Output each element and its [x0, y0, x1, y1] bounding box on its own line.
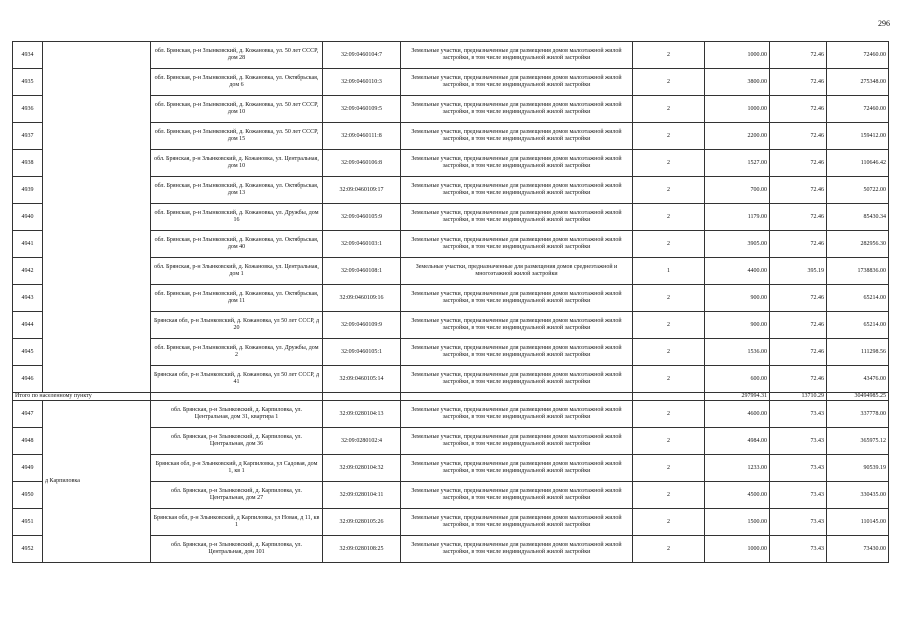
land-use-cell: Земельные участки, предназначенные для размещения домов малоэтажной жилой застройки, в том числе индивидуальной жилой застройки: [401, 366, 633, 393]
cadastral-number-cell: 32:09:0280108:25: [323, 536, 401, 563]
category-cell: 2: [633, 204, 705, 231]
category-cell: 2: [633, 42, 705, 69]
rate-cell: 72.46: [770, 96, 827, 123]
row-number: 4943: [13, 285, 43, 312]
address-cell: обл. Брянская, р-н Злынковский, д. Кожановка, ул. Октябрьская, дом 40: [151, 231, 323, 258]
area-cell: 1000.00: [705, 536, 770, 563]
address-cell: обл. Брянская, р-н Злынковский, д. Кожановка, ул. Дружбы, дом 16: [151, 204, 323, 231]
cadastral-value-cell: 111298.56: [827, 339, 889, 366]
cadastral-number-cell: 32:09:0460105:9: [323, 204, 401, 231]
land-use-cell: Земельные участки, предназначенные для размещения домов малоэтажной жилой застройки, в том числе индивидуальной жилой застройки: [401, 177, 633, 204]
cadastral-number-cell: 32:09:0460106:8: [323, 150, 401, 177]
area-cell: 1233.00: [705, 455, 770, 482]
rate-cell: 72.46: [770, 123, 827, 150]
address-cell: обл. Брянская, р-н Злынковский, д. Кожановка, ул. Октябрьская, дом 11: [151, 285, 323, 312]
cadastral-value-cell: 1738836.00: [827, 258, 889, 285]
area-cell: 700.00: [705, 177, 770, 204]
area-cell: 900.00: [705, 312, 770, 339]
total-rate: 13710.29: [770, 393, 827, 401]
address-cell: обл. Брянская, р-н Злынковский, д. Кожановка, ул. 50 лет СССР, дом 15: [151, 123, 323, 150]
cadastral-value-cell: 65214.00: [827, 312, 889, 339]
area-cell: 4400.00: [705, 258, 770, 285]
land-use-cell: Земельные участки, предназначенные для размещения домов малоэтажной жилой застройки, в том числе индивидуальной жилой застройки: [401, 509, 633, 536]
land-use-cell: Земельные участки, предназначенные для размещения домов малоэтажной жилой застройки, в том числе индивидуальной жилой застройки: [401, 69, 633, 96]
rate-cell: 72.46: [770, 312, 827, 339]
cadastral-value-cell: 72460.00: [827, 96, 889, 123]
cadastral-number-cell: 32:09:0280105:26: [323, 509, 401, 536]
address-cell: Брянская обл, р-н Злынковский, д. Кожановка, ул 50 лет СССР, д 41: [151, 366, 323, 393]
category-cell: 2: [633, 339, 705, 366]
section-karpilovka: [13, 401, 889, 563]
area-cell: 1536.00: [705, 339, 770, 366]
cadastral-number-cell: 32:09:0280104:32: [323, 455, 401, 482]
land-use-cell: Земельные участки, предназначенные для размещения домов малоэтажной жилой застройки, в том числе индивидуальной жилой застройки: [401, 455, 633, 482]
section-kozhanovka: [13, 42, 889, 393]
address-cell: Брянская обл, р-н Злынковский, д. Кожановка, ул 50 лет СССР, д 20: [151, 312, 323, 339]
total-area: 297994.31: [705, 393, 770, 401]
address-cell: обл. Брянская, р-н Злынковский, д. Кожановка, ул. Центральная, дом 1: [151, 258, 323, 285]
address-cell: обл. Брянская, р-н Злынковский, д. Кожановка, ул. Центральная, дом 10: [151, 150, 323, 177]
address-cell: обл. Брянская, р-н Злынковский, д. Кожановка, ул. 50 лет СССР, дом 28: [151, 42, 323, 69]
rate-cell: 72.46: [770, 42, 827, 69]
land-use-cell: Земельные участки, предназначенные для размещения домов малоэтажной жилой застройки, в том числе индивидуальной жилой застройки: [401, 312, 633, 339]
rate-cell: 73.43: [770, 455, 827, 482]
cadastral-value-cell: 90539.19: [827, 455, 889, 482]
row-number: 4944: [13, 312, 43, 339]
table-row: [13, 42, 889, 69]
total-value: 30494985.25: [827, 393, 889, 401]
area-cell: 2200.00: [705, 123, 770, 150]
cadastral-value-cell: 159412.00: [827, 123, 889, 150]
cadastral-value-cell: 65214.00: [827, 285, 889, 312]
land-registry-table: [12, 41, 889, 563]
row-number: 4947: [13, 401, 43, 428]
area-cell: 1179.00: [705, 204, 770, 231]
area-cell: 600.00: [705, 366, 770, 393]
area-cell: 4500.00: [705, 482, 770, 509]
address-cell: Брянская обл, р-н Злынковский, д Карпиловка, ул Садовая, дом 1, кв 1: [151, 455, 323, 482]
rate-cell: 72.46: [770, 150, 827, 177]
address-cell: обл. Брянская, р-н Злынковский, д. Кожановка, ул. Октябрьская, дом 13: [151, 177, 323, 204]
row-number: 4945: [13, 339, 43, 366]
cadastral-number-cell: 32:09:0460109:9: [323, 312, 401, 339]
address-cell: обл. Брянская, р-н Злынковский, д. Кожановка, ул. 50 лет СССР, дом 10: [151, 96, 323, 123]
rate-cell: 72.46: [770, 231, 827, 258]
land-use-cell: Земельные участки, предназначенные для размещения домов малоэтажной жилой застройки, в том числе индивидуальной жилой застройки: [401, 123, 633, 150]
total-section: [13, 393, 889, 401]
cadastral-number-cell: 32:09:0460109:17: [323, 177, 401, 204]
cadastral-number-cell: 32:09:0460111:8: [323, 123, 401, 150]
row-number: 4935: [13, 69, 43, 96]
row-number: 4938: [13, 150, 43, 177]
land-use-cell: Земельные участки, предназначенные для размещения домов малоэтажной жилой застройки, в том числе индивидуальной жилой застройки: [401, 231, 633, 258]
row-number: 4952: [13, 536, 43, 563]
cadastral-number-cell: 32:09:0460104:7: [323, 42, 401, 69]
cadastral-value-cell: 50722.00: [827, 177, 889, 204]
row-number: 4941: [13, 231, 43, 258]
land-use-cell: Земельные участки, предназначенные для размещения домов малоэтажной жилой застройки, в том числе индивидуальной жилой застройки: [401, 401, 633, 428]
category-cell: 2: [633, 509, 705, 536]
area-cell: 4984.00: [705, 428, 770, 455]
rate-cell: 73.43: [770, 482, 827, 509]
area-cell: 4600.00: [705, 401, 770, 428]
land-use-cell: Земельные участки, предназначенные для размещения домов малоэтажной жилой застройки, в том числе индивидуальной жилой застройки: [401, 42, 633, 69]
total-row: [13, 393, 889, 401]
locality-cell: [43, 42, 151, 393]
cadastral-value-cell: 73430.00: [827, 536, 889, 563]
cadastral-value-cell: 72460.00: [827, 42, 889, 69]
row-number: 4951: [13, 509, 43, 536]
address-cell: обл. Брянская, р-н Злынковский, д. Карпиловка, ул. Центральная, дом 101: [151, 536, 323, 563]
category-cell: 2: [633, 366, 705, 393]
category-cell: 2: [633, 312, 705, 339]
cadastral-value-cell: 110646.42: [827, 150, 889, 177]
row-number: 4934: [13, 42, 43, 69]
row-number: 4950: [13, 482, 43, 509]
land-use-cell: Земельные участки, предназначенные для размещения домов малоэтажной жилой застройки, в том числе индивидуальной жилой застройки: [401, 96, 633, 123]
address-cell: обл. Брянская, р-н Злынковский, д. Карпиловка, ул. Центральная, дом 31, квартира 1: [151, 401, 323, 428]
land-use-cell: Земельные участки, предназначенные для размещения домов среднеэтажной и многоэтажной жилой застройки: [401, 258, 633, 285]
row-number: 4940: [13, 204, 43, 231]
category-cell: 2: [633, 428, 705, 455]
category-cell: 2: [633, 177, 705, 204]
rate-cell: 72.46: [770, 285, 827, 312]
area-cell: 1527.00: [705, 150, 770, 177]
row-number: 4948: [13, 428, 43, 455]
land-use-cell: Земельные участки, предназначенные для размещения домов малоэтажной жилой застройки, в том числе индивидуальной жилой застройки: [401, 150, 633, 177]
rate-cell: 395.19: [770, 258, 827, 285]
rate-cell: 72.46: [770, 366, 827, 393]
locality-cell: д Карпиловка: [43, 401, 151, 563]
cadastral-number-cell: 32:09:0460105:1: [323, 339, 401, 366]
cadastral-number-cell: 32:09:0280104:11: [323, 482, 401, 509]
cadastral-number-cell: 32:09:0460109:5: [323, 96, 401, 123]
category-cell: 2: [633, 96, 705, 123]
address-cell: обл. Брянская, р-н Злынковский, д. Карпиловка, ул. Центральная, дом 27: [151, 482, 323, 509]
category-cell: 2: [633, 536, 705, 563]
cadastral-value-cell: 43476.00: [827, 366, 889, 393]
land-use-cell: Земельные участки, предназначенные для размещения домов малоэтажной жилой застройки, в том числе индивидуальной жилой застройки: [401, 536, 633, 563]
area-cell: 1000.00: [705, 96, 770, 123]
cadastral-number-cell: 32:09:0280104:13: [323, 401, 401, 428]
category-cell: 2: [633, 401, 705, 428]
rate-cell: 73.43: [770, 428, 827, 455]
address-cell: Брянская обл, р-н Злынковский, д Карпиловка, ул Новая, д 11, кв 1: [151, 509, 323, 536]
rate-cell: 72.46: [770, 339, 827, 366]
cadastral-value-cell: 85430.34: [827, 204, 889, 231]
area-cell: 3905.00: [705, 231, 770, 258]
address-cell: обл. Брянская, р-н Злынковский, д. Кожановка, ул. Дружбы, дом 2: [151, 339, 323, 366]
cadastral-value-cell: 337778.00: [827, 401, 889, 428]
row-number: 4949: [13, 455, 43, 482]
cadastral-number-cell: 32:09:0280102:4: [323, 428, 401, 455]
address-cell: обл. Брянская, р-н Злынковский, д. Кожановка, ул. Октябрьская, дом 6: [151, 69, 323, 96]
category-cell: 2: [633, 231, 705, 258]
category-cell: 2: [633, 285, 705, 312]
rate-cell: 73.43: [770, 401, 827, 428]
rate-cell: 73.43: [770, 509, 827, 536]
total-label: Итого по населенному пункту: [13, 393, 151, 401]
cadastral-number-cell: 32:09:0460103:1: [323, 231, 401, 258]
category-cell: 1: [633, 258, 705, 285]
cadastral-number-cell: 32:09:0460105:14: [323, 366, 401, 393]
area-cell: 1000.00: [705, 42, 770, 69]
area-cell: 1500.00: [705, 509, 770, 536]
cadastral-value-cell: 110145.00: [827, 509, 889, 536]
area-cell: 3800.00: [705, 69, 770, 96]
rate-cell: 73.43: [770, 536, 827, 563]
row-number: 4939: [13, 177, 43, 204]
cadastral-value-cell: 275348.00: [827, 69, 889, 96]
land-use-cell: Земельные участки, предназначенные для размещения домов малоэтажной жилой застройки, в том числе индивидуальной жилой застройки: [401, 204, 633, 231]
row-number: 4936: [13, 96, 43, 123]
row-number: 4946: [13, 366, 43, 393]
land-use-cell: Земельные участки, предназначенные для размещения домов малоэтажной жилой застройки, в том числе индивидуальной жилой застройки: [401, 428, 633, 455]
table-row: [13, 401, 889, 428]
cadastral-number-cell: 32:09:0460108:1: [323, 258, 401, 285]
land-use-cell: Земельные участки, предназначенные для размещения домов малоэтажной жилой застройки, в том числе индивидуальной жилой застройки: [401, 339, 633, 366]
category-cell: 2: [633, 123, 705, 150]
area-cell: 900.00: [705, 285, 770, 312]
address-cell: обл. Брянская, р-н Злынковский, д. Карпиловка, ул. Центральная, дом 36: [151, 428, 323, 455]
rate-cell: 72.46: [770, 204, 827, 231]
land-use-cell: Земельные участки, предназначенные для размещения домов малоэтажной жилой застройки, в том числе индивидуальной жилой застройки: [401, 482, 633, 509]
rate-cell: 72.46: [770, 69, 827, 96]
land-use-cell: Земельные участки, предназначенные для размещения домов малоэтажной жилой застройки, в том числе индивидуальной жилой застройки: [401, 285, 633, 312]
page-number: 296: [878, 19, 890, 28]
cadastral-value-cell: 282956.30: [827, 231, 889, 258]
category-cell: 2: [633, 482, 705, 509]
category-cell: 2: [633, 69, 705, 96]
row-number: 4942: [13, 258, 43, 285]
category-cell: 2: [633, 150, 705, 177]
row-number: 4937: [13, 123, 43, 150]
cadastral-number-cell: 32:09:0460109:16: [323, 285, 401, 312]
cadastral-number-cell: 32:09:0460110:3: [323, 69, 401, 96]
category-cell: 2: [633, 455, 705, 482]
rate-cell: 72.46: [770, 177, 827, 204]
cadastral-value-cell: 330435.00: [827, 482, 889, 509]
cadastral-value-cell: 365975.12: [827, 428, 889, 455]
